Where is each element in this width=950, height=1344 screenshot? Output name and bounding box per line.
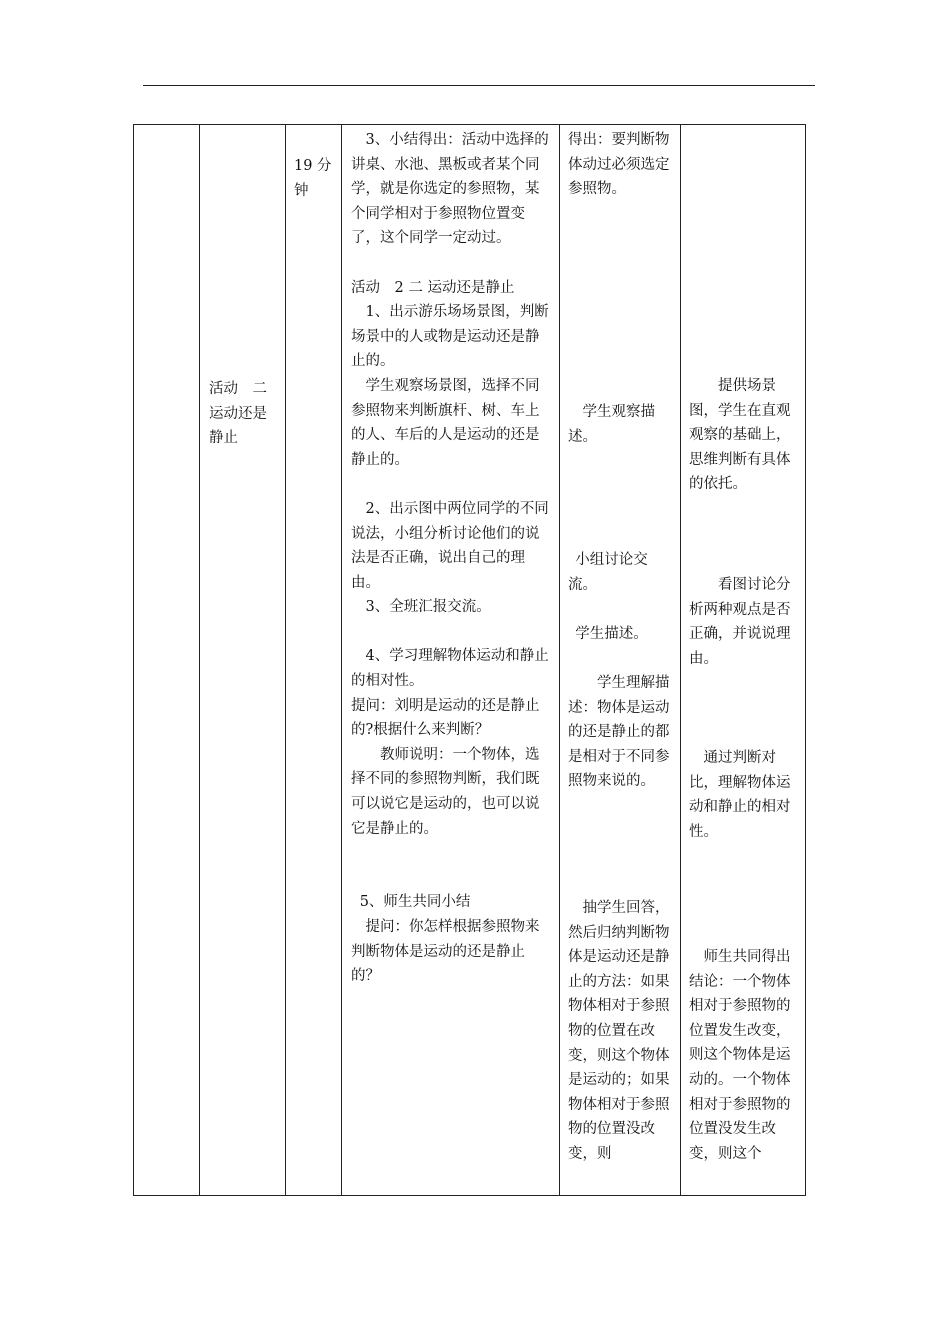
intent-conclusion: 师生共同得出结论：一个物体相对于参照物的位置发生改变，则这个物体是运动的。一个物体相对于参照物的位置没发生改变，则这个 — [689, 949, 791, 1162]
student-discuss-cell — [568, 548, 674, 597]
student-observe: 学生观察描述。 — [568, 404, 655, 445]
stage-cell — [209, 377, 279, 451]
teacher-step-4: 4、学习理解物体运动和静止的相对性。 — [351, 648, 549, 690]
intent-discuss: 看图讨论分析两种观点是否正确，并说说理由。 — [689, 577, 791, 667]
intent-relativity-cell — [689, 746, 799, 844]
teacher-step-3: 3、全班汇报交流。 — [365, 599, 491, 616]
student-method-cell — [568, 896, 674, 1167]
teacher-question: 提问：刘明是运动的还是静止的?根据什么来判断？ — [351, 697, 540, 739]
teacher-step-1: 1、出示游乐场场景图，判断场景中的人或物是运动还是静止的。 — [351, 304, 549, 370]
student-conclusion: 得出：要判断物体动过必须选定参照物。 — [568, 132, 670, 198]
teacher-explanation: 教师说明：一个物体，选择不同的参照物判断，我们既可以说它是运动的，也可以说它是静止的。 — [351, 746, 540, 837]
teacher-final-question: 提问：你怎样根据参照物来判断物体是运动的还是静止的？ — [351, 919, 540, 985]
column-divider — [680, 125, 681, 1195]
student-observe-cell — [568, 400, 674, 449]
header-rule — [143, 85, 815, 86]
student-answer-cell — [568, 128, 674, 202]
student-describe-cell — [568, 622, 674, 647]
time-cell — [294, 154, 334, 203]
teacher-summary: 3、小结得出：活动中选择的讲桌、水池、黑板或者某个同学，就是你选定的参照物，某个同学相对于参照物位置变了，这个同学一定动过。 — [351, 132, 549, 247]
teacher-step-2: 2、出示图中两位同学的不同说法，小组分析讨论他们的说法是否正确，说出自己的理由。 — [351, 500, 549, 591]
lesson-table — [133, 124, 806, 1196]
teacher-activity-cell — [351, 128, 551, 989]
intent-conclusion-cell — [689, 945, 799, 1166]
intent-scene-cell — [689, 374, 799, 497]
stage-label: 活动 二运动还是静止 — [209, 381, 267, 447]
intent-relativity: 通过判断对比，理解物体运动和静止的相对性。 — [689, 750, 791, 840]
activity-heading: 活动 2 二 运动还是静止 — [351, 279, 515, 296]
student-discuss: 小组讨论交流。 — [568, 552, 648, 593]
student-describe: 学生描述。 — [575, 626, 648, 642]
column-divider — [199, 125, 200, 1195]
time-label: 19 分钟 — [294, 158, 332, 199]
teacher-step-5: 5、师生共同小结 — [359, 894, 471, 911]
column-divider — [285, 125, 286, 1195]
intent-discuss-cell — [689, 573, 799, 671]
student-understand-cell — [568, 671, 674, 794]
column-divider — [559, 125, 560, 1195]
student-understand: 学生理解描述：物体是运动的还是静止的都是相对于不同参照物来说的。 — [568, 675, 670, 790]
teacher-step-1-detail: 学生观察场景图，选择不同参照物来判断旗杆、树、车上的人、车后的人是运动的还是静止的。 — [351, 377, 540, 468]
intent-scene: 提供场景图，学生在直观观察的基础上，思维判断有具体的依托。 — [689, 378, 791, 493]
student-method: 抽学生回答，然后归纳判断物体是运动还是静止的方法：如果物体相对于参照物的位置在改变，则这个物体是运动的；如果物体相对于参照物的位置没改变，则 — [568, 900, 670, 1162]
column-divider — [341, 125, 342, 1195]
